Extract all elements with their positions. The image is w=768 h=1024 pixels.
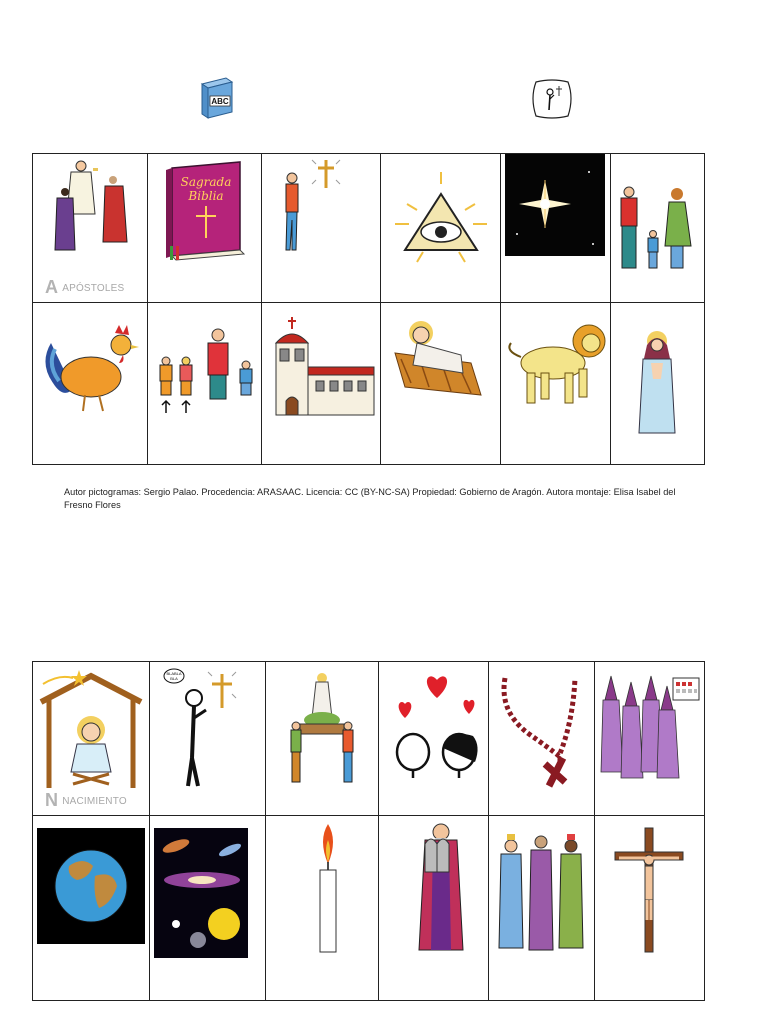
nazarenos-icon <box>595 662 705 816</box>
galaxy-universe-icon <box>150 816 266 1001</box>
person-praying-cross-icon <box>262 154 381 303</box>
cell-rosary <box>489 662 595 816</box>
cell-nazarenos <box>595 662 705 816</box>
pictogram-table-2 <box>32 661 705 1001</box>
cell-star <box>501 154 611 303</box>
cell-nativity <box>33 662 150 816</box>
cell-crucifix <box>595 816 705 1001</box>
cell-moses <box>379 816 489 1001</box>
church-icon <box>262 303 381 465</box>
abc-label: ABC <box>211 97 229 106</box>
pictogram-table-1 <box>32 153 705 465</box>
moses-tablets-icon <box>379 816 489 1001</box>
person-praying-card-icon <box>530 78 574 120</box>
virgin-mary-icon <box>611 303 705 465</box>
apostles-label: AAPÓSTOLES <box>45 277 125 297</box>
bible-title-2: Biblia <box>188 189 224 203</box>
procession-float-icon <box>266 662 379 816</box>
credits-text: Autor pictogramas: Sergio Palao. Procedencia: ARASAAC. Licencia: CC (BY-NC-SA) Propiedad: Gobierno de Aragón. Autora montaje: Elisa Isabel del Fresno Flores <box>64 487 676 510</box>
baby-jesus-manger-icon <box>381 303 501 465</box>
rooster-icon <box>33 303 148 465</box>
cell-lion <box>501 303 611 465</box>
cell-apostles <box>33 154 148 303</box>
lion-icon <box>501 303 611 465</box>
nativity-label: NNACIMIENTO <box>45 790 127 810</box>
cell-galaxy <box>150 816 266 1001</box>
three-kings-icon <box>489 816 595 1001</box>
parent-children-icon <box>148 303 262 465</box>
bible-title-1: Sagrada <box>180 175 232 189</box>
eye-of-providence-icon <box>381 154 501 303</box>
stick-person-prayer-icon <box>150 662 266 816</box>
family-icon <box>611 154 705 303</box>
cell-bible <box>148 154 262 303</box>
holy-bible-icon <box>148 154 262 303</box>
cell-family <box>611 154 705 303</box>
bubble-text-1: BLABLA <box>166 671 182 676</box>
cell-parent-children <box>148 303 262 465</box>
star-night-icon <box>501 154 611 303</box>
earth-globe-icon <box>33 816 150 1001</box>
cell-procession-float <box>266 662 379 816</box>
cell-candle <box>266 816 379 1001</box>
rosary-icon <box>489 662 595 816</box>
cell-baby-jesus <box>381 303 501 465</box>
cell-eye <box>381 154 501 303</box>
cell-praying <box>262 154 381 303</box>
candle-icon <box>266 816 379 1001</box>
cell-earth <box>33 816 150 1001</box>
cell-virgin-mary <box>611 303 705 465</box>
abc-book-icon <box>198 76 236 120</box>
love-couple-icon <box>379 662 489 816</box>
cell-prayer <box>150 662 266 816</box>
bubble-text-2: BLA <box>170 676 178 681</box>
crucifix-icon <box>595 816 705 1001</box>
cell-rooster <box>33 303 148 465</box>
cell-church <box>262 303 381 465</box>
cell-three-kings <box>489 816 595 1001</box>
cell-love <box>379 662 489 816</box>
